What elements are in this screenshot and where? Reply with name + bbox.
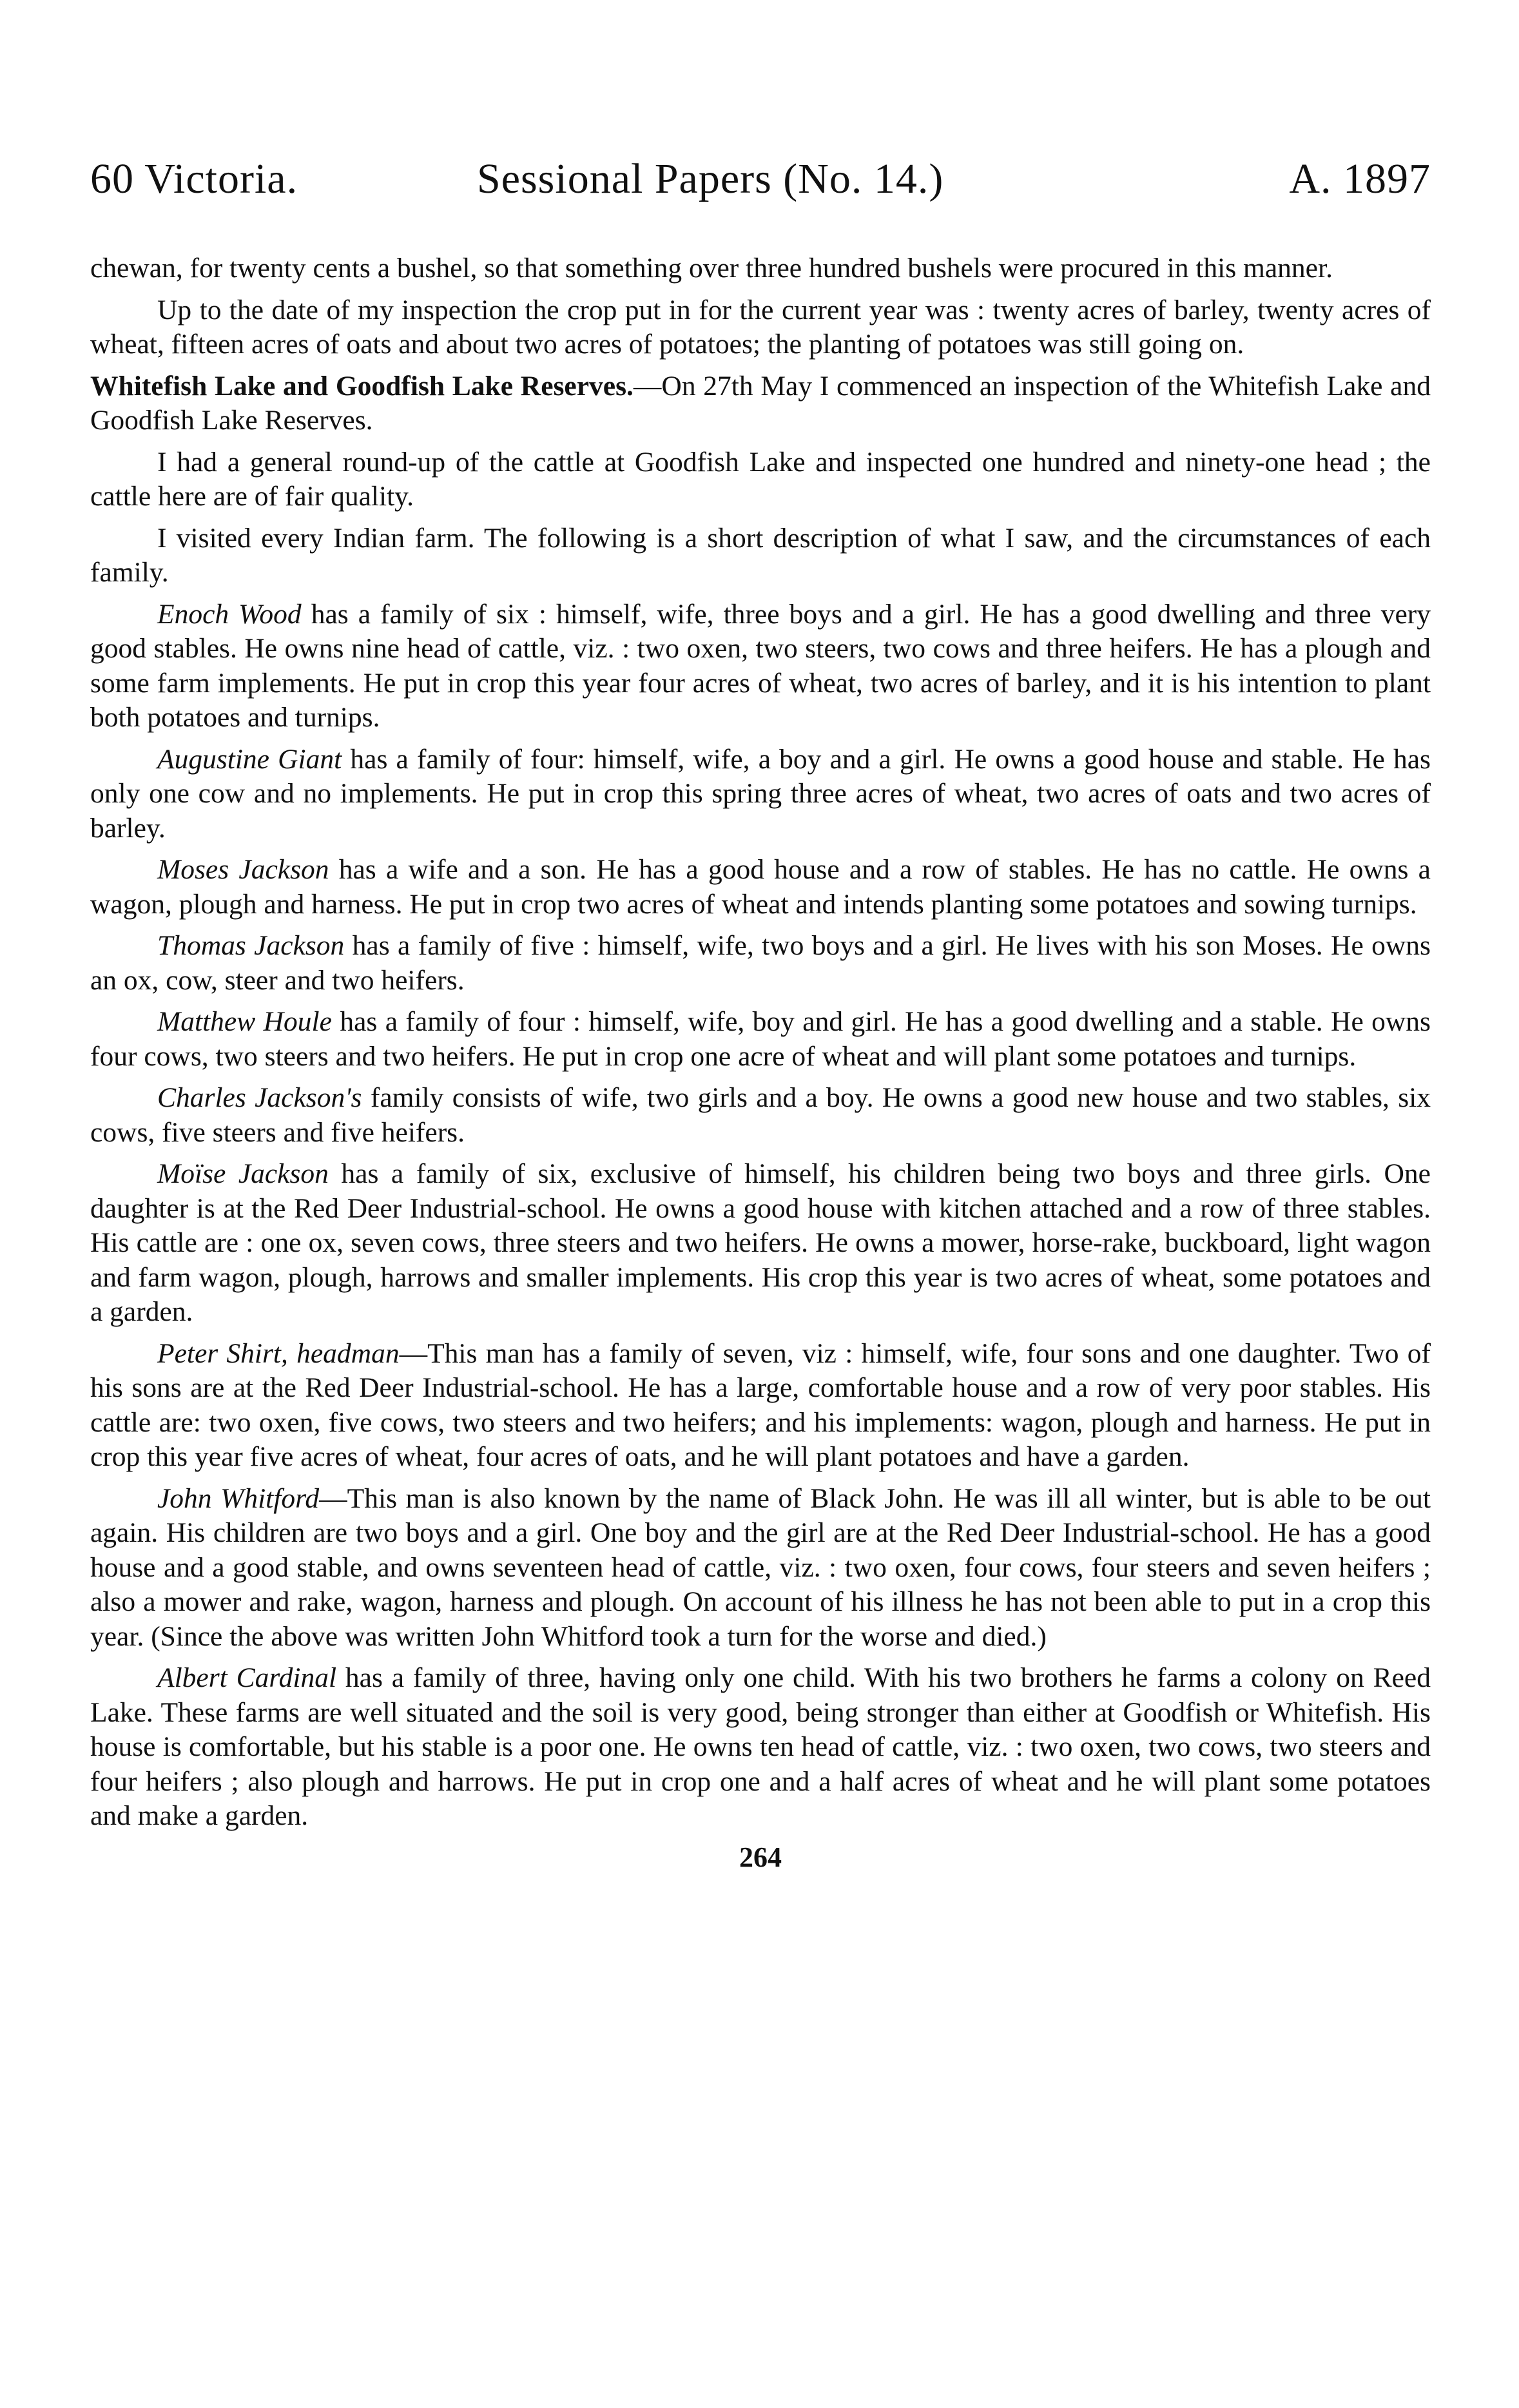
family-entry: [90, 1081, 1431, 1150]
family-entry: [90, 743, 1431, 846]
header-volume: 60 Victoria.: [90, 155, 298, 202]
family-entry: [90, 1157, 1431, 1330]
running-head: [90, 155, 1431, 226]
paragraph: [90, 445, 1431, 514]
family-entry: [90, 1661, 1431, 1834]
header-series: Sessional Papers (No. 14.): [477, 155, 944, 202]
family-entry: [90, 597, 1431, 735]
paragraph-text: has a wife and a son. He has a good house and a row of stables. He has no cattle. He owns a wagon, plough and harness. He put in crop two acres of wheat and intends planting some potatoes and sowing turnips.: [90, 854, 1431, 920]
paragraph-text: —On 27th May I commenced an inspection of the Whitefish Lake and Goodfish Lake Reserves.: [90, 370, 1431, 436]
paragraph-text: has a family of five : himself, wife, two boys and a girl. He lives with his son Moses. He owns an ox, cow, steer and two heifers.: [90, 930, 1431, 996]
paragraph-text: I had a general round-up of the cattle at Goodfish Lake and inspected one hundred and ninety-one head ; the cattle here are of fair quality.: [90, 446, 1431, 512]
family-name: Enoch Wood: [157, 598, 302, 630]
family-entry: [90, 1005, 1431, 1074]
family-entry: [90, 1482, 1431, 1655]
paragraph-text: has a family of six, exclusive of himself, his children being two boys and three girls. One daughter is at the Red Deer Industrial-school. He owns a good house with kitchen attached and a row of three stables. His cattle are : one ox, seven cows, three steers and two heifers. He owns a mower, horse-rake, buckboard, light wagon and farm wagon, plough, harrows and smaller implements. His crop this year is two acres of wheat, some potatoes and a garden.: [90, 1158, 1431, 1327]
family-entry: [90, 929, 1431, 998]
paragraph-text: —This man has a family of seven, viz : himself, wife, four sons and one daughter. Two of his sons are at the Red Deer Industrial-school. He has a large, comfortable house and a row of very poor stables. His cattle are: two oxen, five cows, two steers and two heifers; and his implements: wagon, plough and harness. He put in crop this year five acres of wheat, four acres of oats, and he will plant potatoes and have a garden.: [90, 1337, 1431, 1472]
family-name: Albert Cardinal: [157, 1662, 337, 1693]
paragraph-text: has a family of six : himself, wife, three boys and a girl. He has a good dwelling and three very good stables. He owns nine head of cattle, viz. : two oxen, two steers, two cows and three heifers. He has a plough and some farm implements. He put in crop this year four acres of wheat, two acres of barley, and it is his intention to plant both potatoes and turnips.: [90, 598, 1431, 733]
paragraph-text: —This man is also known by the name of Black John. He was ill all winter, but is able to be out again. His children are two boys and a girl. One boy and the girl are at the Red Deer Industrial-school. He has a good house and a good stable, and owns seventeen head of cattle, viz. : two oxen, four cows, four steers and seven heifers ; also a mower and rake, wagon, harness and plough. On account of his illness he has not been able to put in a crop this year. (Since the above was written John Whitford took a turn for the worse and died.): [90, 1482, 1431, 1652]
family-name: Peter Shirt, headman: [157, 1337, 400, 1369]
paragraph-text: I visited every Indian farm. The following is a short description of what I saw, and the circumstances of each family.: [90, 522, 1431, 588]
document-page: [90, 155, 1431, 1874]
family-name: Augustine Giant: [157, 743, 342, 775]
family-name: Thomas Jackson: [157, 930, 345, 961]
family-entry: [90, 1337, 1431, 1475]
section-paragraph: [90, 369, 1431, 438]
page-number: 264: [739, 1841, 782, 1873]
family-name: Charles Jackson's: [157, 1082, 362, 1113]
paragraph-text: has a family of four : himself, wife, boy and girl. He has a good dwelling and a stable. He owns four cows, two steers and two heifers. He put in crop one acre of wheat and will plant some potatoes and turnips.: [90, 1006, 1431, 1072]
paragraph-text: has a family of four: himself, wife, a boy and a girl. He owns a good house and stable. He has only one cow and no implements. He put in crop this spring three acres of wheat, two acres of oats and two acres of barley.: [90, 743, 1431, 844]
paragraph-text: Up to the date of my inspection the crop put in for the current year was : twenty acres of barley, twenty acres of wheat, fifteen acres of oats and about two acres of potatoes; the planting of potatoes was still going on.: [90, 294, 1431, 360]
paragraph: [90, 251, 1431, 286]
header-year: A. 1897: [1289, 155, 1431, 202]
section-heading: Whitefish Lake and Goodfish Lake Reserves.: [90, 370, 634, 402]
body-text: [90, 251, 1431, 1834]
family-name: Moïse Jackson: [157, 1158, 329, 1189]
family-name: Moses Jackson: [157, 854, 329, 885]
family-entry: [90, 853, 1431, 922]
paragraph-text: chewan, for twenty cents a bushel, so that something over three hundred bushels were procured in this manner.: [90, 253, 1333, 284]
paragraph: [90, 521, 1431, 590]
family-name: Matthew Houle: [157, 1006, 332, 1037]
family-name: John Whitford: [157, 1482, 320, 1514]
paragraph-text: family consists of wife, two girls and a boy. He owns a good new house and two stables, six cows, five steers and five heifers.: [90, 1082, 1431, 1148]
paragraph-text: has a family of three, having only one child. With his two brothers he farms a colony on Reed Lake. These farms are well situated and the soil is very good, being stronger than either at Goodfish or Whitefish. His house is comfortable, but his stable is a poor one. He owns ten head of cattle, viz. : two oxen, two cows, two steers and four heifers ; also plough and harrows. He put in crop one and a half acres of wheat and he will plant some potatoes and make a garden.: [90, 1662, 1431, 1831]
paragraph: [90, 293, 1431, 362]
